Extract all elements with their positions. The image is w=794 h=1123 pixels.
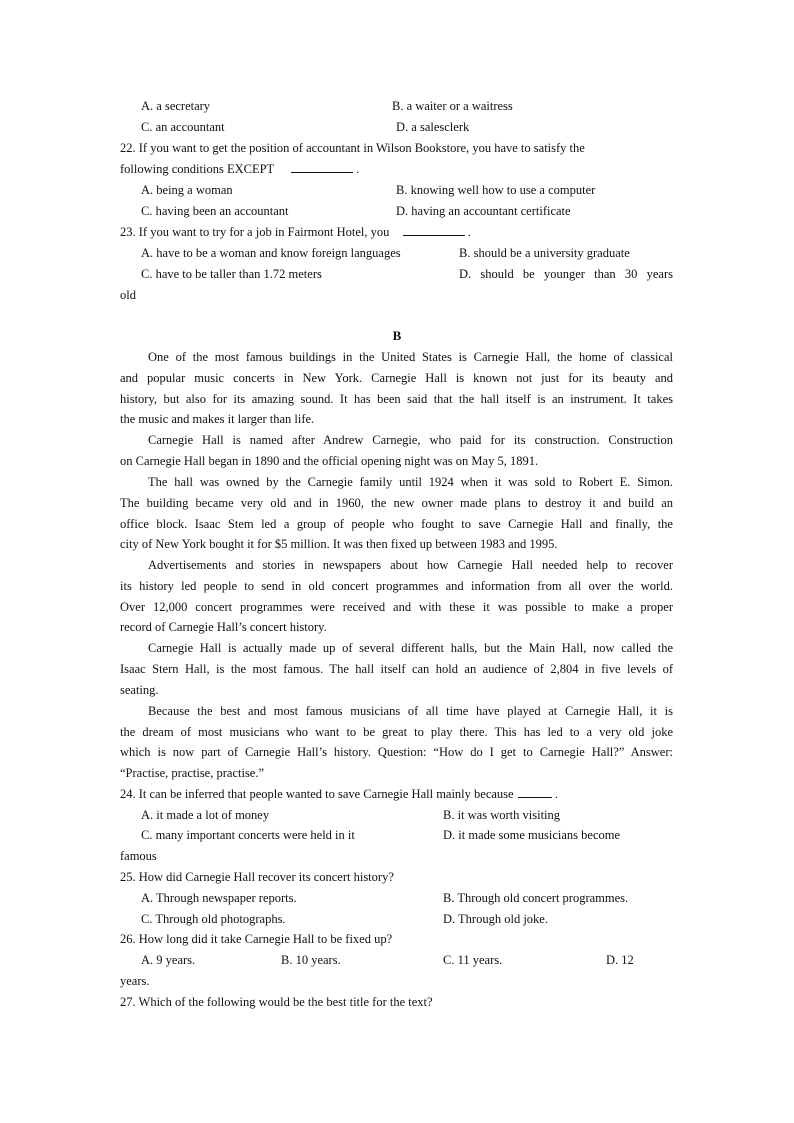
q25-option-c: C. Through old photographs. bbox=[141, 912, 286, 926]
paragraph-4-line-3: Over 12,000 concert programmes were received and with these it was possible to make a proper bbox=[120, 600, 673, 614]
paragraph-1-line-4: the music and makes it larger than life. bbox=[120, 412, 315, 426]
q22-option-d: D. having an accountant certificate bbox=[396, 204, 571, 218]
paragraph-5-line-3: seating. bbox=[120, 683, 159, 697]
q24-option-b: B. it was worth visiting bbox=[443, 808, 561, 822]
q21-option-c: C. an accountant bbox=[141, 120, 225, 134]
q22-stem-text: following conditions EXCEPT bbox=[120, 162, 274, 176]
q25-option-b: B. Through old concert programmes. bbox=[443, 891, 629, 905]
q22-answer-blank bbox=[291, 161, 353, 173]
q21-option-d: D. a salesclerk bbox=[396, 120, 470, 134]
q22-stem-line2 bbox=[120, 161, 359, 177]
paragraph-6-line-4: “Practise, practise, practise.” bbox=[120, 766, 265, 780]
q24-stem-end: . bbox=[554, 787, 558, 801]
q27-stem: 27. Which of the following would be the best title for the text? bbox=[120, 995, 433, 1009]
q25-option-a: A. Through newspaper reports. bbox=[141, 891, 297, 905]
q26-option-b: B. 10 years. bbox=[281, 953, 341, 967]
q24-stem-text: 24. It can be inferred that people wanted to save Carnegie Hall mainly because bbox=[120, 787, 514, 801]
q22-option-a: A. being a woman bbox=[141, 183, 233, 197]
q21-option-a: A. a secretary bbox=[141, 99, 211, 113]
paragraph-6-line-3: which is now part of Carnegie Hall’s history. Question: “How do I get to Carnegie Hall?” Answer: bbox=[120, 745, 673, 759]
q22-option-c: C. having been an accountant bbox=[141, 204, 289, 218]
paragraph-3-line-2: The building became very old and in 1960, the new owner made plans to destroy it and build an bbox=[120, 496, 673, 510]
paragraph-2-line-2: on Carnegie Hall began in 1890 and the official opening night was on May 5, 1891. bbox=[120, 454, 539, 468]
q24-option-d-wrap: famous bbox=[120, 849, 157, 863]
q24-option-d: D. it made some musicians become bbox=[443, 828, 621, 842]
q26-option-d: D. 12 bbox=[606, 953, 634, 967]
q22-stem-line1: 22. If you want to get the position of accountant in Wilson Bookstore, you have to satisfy the bbox=[120, 141, 585, 155]
q22-stem-end: . bbox=[356, 162, 360, 176]
q24-stem bbox=[120, 786, 558, 802]
q26-option-a: A. 9 years. bbox=[141, 953, 196, 967]
q22-option-b: B. knowing well how to use a computer bbox=[396, 183, 596, 197]
q24-answer-blank bbox=[518, 786, 552, 798]
q23-stem-text: 23. If you want to try for a job in Fairmont Hotel, you bbox=[120, 225, 390, 239]
q23-option-c: C. have to be taller than 1.72 meters bbox=[141, 267, 322, 281]
paragraph-4-line-4: record of Carnegie Hall’s concert history. bbox=[120, 620, 327, 634]
q25-option-d: D. Through old joke. bbox=[443, 912, 548, 926]
q26-stem: 26. How long did it take Carnegie Hall to be fixed up? bbox=[120, 932, 393, 946]
paragraph-4-line-2: its history led people to send in old concert programmes and information from all over the world. bbox=[120, 579, 673, 593]
q23-option-d: D. should be younger than 30 years bbox=[459, 267, 673, 281]
q23-stem-end: . bbox=[467, 225, 471, 239]
q24-option-c: C. many important concerts were held in it bbox=[141, 828, 355, 842]
q23-option-d-wrap: old bbox=[120, 288, 136, 302]
paragraph-1-line-1: One of the most famous buildings in the United States is Carnegie Hall, the home of classical bbox=[148, 350, 673, 364]
paragraph-6-line-1: Because the best and most famous musicians of all time have played at Carnegie Hall, it is bbox=[148, 704, 673, 718]
q26-option-c: C. 11 years. bbox=[443, 953, 503, 967]
paragraph-5-line-1: Carnegie Hall is actually made up of several different halls, but the Main Hall, now called the bbox=[148, 641, 673, 655]
q23-option-b: B. should be a university graduate bbox=[459, 246, 630, 260]
q21-option-b: B. a waiter or a waitress bbox=[392, 99, 513, 113]
paragraph-2-line-1: Carnegie Hall is named after Andrew Carnegie, who paid for its construction. Construction bbox=[148, 433, 673, 447]
paragraph-3-line-3: office block. Isaac Stem led a group of people who fought to save Carnegie Hall and finally, the bbox=[120, 517, 673, 531]
paragraph-5-line-2: Isaac Stern Hall, is the most famous. The hall itself can hold an audience of 2,804 in five levels of bbox=[120, 662, 673, 676]
q23-option-a: A. have to be a woman and know foreign languages bbox=[141, 246, 401, 260]
paragraph-3-line-4: city of New York bought it for $5 million. It was then fixed up between 1983 and 1995. bbox=[120, 537, 558, 551]
paragraph-1-line-3: history, but also for its amazing sound. It has been said that the hall itself is an instrument. It takes bbox=[120, 392, 673, 406]
q24-option-a: A. it made a lot of money bbox=[141, 808, 270, 822]
paragraph-1-line-2: and popular music concerts in New York. Carnegie Hall is known not just for its beauty and bbox=[120, 371, 673, 385]
passage-title: B bbox=[392, 328, 402, 343]
q26-option-d-wrap: years. bbox=[120, 974, 150, 988]
paragraph-6-line-2: the dream of most musicians who want to be great to play there. This has led to a very old joke bbox=[120, 725, 673, 739]
paragraph-3-line-1: The hall was owned by the Carnegie family until 1924 when it was sold to Robert E. Simon. bbox=[148, 475, 673, 489]
q23-answer-blank bbox=[403, 224, 465, 236]
q25-stem: 25. How did Carnegie Hall recover its concert history? bbox=[120, 870, 394, 884]
q23-stem bbox=[120, 224, 471, 240]
paragraph-4-line-1: Advertisements and stories in newspapers about how Carnegie Hall needed help to recover bbox=[148, 558, 673, 572]
